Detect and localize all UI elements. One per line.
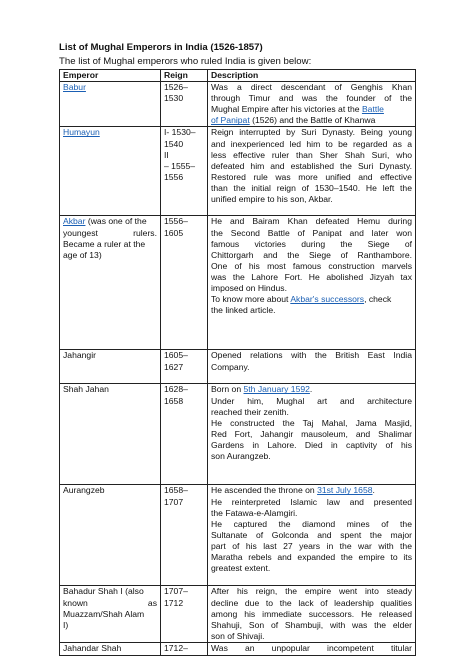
reign-line: 1605– [164,350,188,361]
column-header-reign: Reign [161,70,208,82]
emperor-cell [60,485,161,586]
reign-line: 1605 [164,227,184,238]
reign-line: 1530 [164,93,184,104]
description-cell [208,485,416,586]
emperor-cell [60,82,161,127]
description-text: He ascended the throne on [211,485,315,496]
description-line: One of his most famous construction marvels [211,260,412,271]
table-row [60,485,416,586]
reign-cell [161,82,208,127]
description-line: famous victories during the Siege of [211,238,412,249]
reign-cell [161,216,208,350]
description-line: He captured the diamond mines of the [211,518,412,529]
description-line: After his reign, the empire went into steady [211,586,412,597]
reign-line: 1628– [164,384,188,395]
emperor-cell [60,350,161,384]
description-line: defeated him and established the Suri Dynasty. [211,160,412,171]
reign-line: – 1555– [164,160,196,171]
emperor-line [63,598,157,609]
document-title: List of Mughal Emperors in India (1526-1857) [59,42,263,53]
reign-line: 1712– [164,643,188,654]
battle-of-panipat-link-cont[interactable]: of Panipat [211,115,250,126]
emperor-line: Shah Jahan [63,384,109,395]
reign-line: 1627 [164,361,184,372]
reign-line: I- 1530– [164,127,196,138]
reign-cell [161,485,208,586]
description-line: decline due to the lack of leadership qualities [211,597,412,608]
emperor-link-humayun[interactable]: Humayun [63,127,100,138]
description-line: Chittorgarh and the Siege of Ranthambore. [211,249,412,260]
akbars-successors-link[interactable]: Akbar's successors [290,294,365,305]
description-line: through Timur and was the founder of the [211,93,412,104]
description-line: Under him, Mughal art and architecture [211,395,412,406]
description-line: part of his last 27 years in the war with the [211,540,412,551]
description-line: the Second Battle of Panipat and later won [211,227,412,238]
description-line [211,115,412,126]
emperor-cell [60,216,161,350]
birth-date-link[interactable]: 5th January 1592 [243,384,310,395]
description-line [211,294,412,305]
emperor-line: Bahadur Shah I (also [63,586,144,597]
emperor-note: (was one of the [85,216,147,227]
intro-text: The list of Mughal emperors who ruled India is given below: [59,56,312,67]
emperor-link-akbar[interactable]: Akbar [63,216,86,227]
description-cell [208,586,416,643]
table-row [60,643,416,656]
emperor-link-babur[interactable]: Babur [63,82,86,93]
description-cell [208,643,416,656]
reign-cell [161,350,208,384]
description-line: Red Fort, Jahangir mausoleum, and Shalimar [211,428,412,439]
description-line [211,485,412,496]
column-header-emperor: Emperor [60,70,161,82]
description-line: Opened relations with the British East India [211,350,412,361]
description-text: . [372,485,375,496]
reign-line: II [164,149,169,160]
reign-line: 1707– [164,586,188,597]
description-cell [208,127,416,216]
description-line: reached their zenith. [211,406,289,417]
emperor-text: known [63,597,88,608]
description-text: . [309,384,313,395]
reign-line: 1707 [164,496,184,507]
description-line: and inexperienced led him to be regarded as a [211,138,412,149]
emperor-line: I) [63,619,69,630]
description-line [211,384,412,395]
table-row [60,384,416,485]
reign-cell [161,127,208,216]
description-line: Gardens in Lahore. Died in captivity of his [211,439,412,450]
description-line: Sultanate of Golconda and spent the major [211,529,412,540]
description-line: was the Lahore Fort. He abolished Jizyah tax [211,271,412,282]
table-row [60,127,416,216]
description-line [211,104,412,115]
description-line: Maratha rebels and expanded the empire to its [211,552,412,563]
description-text: To know more about [211,294,289,305]
mughal-emperors-table [59,69,416,656]
description-cell [208,384,416,485]
description-line: He and Bairam Khan defeated Hemu during [211,216,412,227]
description-text: , check [364,294,392,305]
table-row [60,216,416,350]
emperor-text: as [147,597,157,608]
description-line: Restored rule was more unified and effective [211,171,412,182]
description-line: son of Shivaji. [211,630,265,641]
reign-line: 1658– [164,485,188,496]
emperor-cell [60,127,161,216]
emperor-cell [60,586,161,643]
emperor-line: Jahandar Shah [63,643,122,654]
description-line: less effective ruler than Sher Shah Suri, who [211,149,412,160]
emperor-line: Became a ruler at the [63,238,146,249]
ascension-date-link[interactable]: 31st July 1658 [317,485,373,496]
table-row [60,350,416,384]
reign-line: 1712 [164,597,184,608]
description-line: He reinterpreted Islamic law and presented [211,496,412,507]
description-cell [208,216,416,350]
reign-line: 1658 [164,395,184,406]
battle-of-panipat-link[interactable]: Battle [361,104,384,115]
reign-cell [161,586,208,643]
description-line: Shahuji, Son of Shambuji, with was the elder [211,619,412,630]
emperor-line: Aurangzeb [63,485,105,496]
table-header-row [60,70,416,82]
emperor-cell [60,384,161,485]
emperor-line: Muazzam/Shah Alam [63,608,145,619]
table-row [60,82,416,127]
description-line: son Aurangzeb. [211,451,271,462]
emperor-line: youngest rulers. [63,227,157,238]
description-line: Company. [211,361,250,372]
description-line: unified empire to his son, Akbar. [211,194,333,205]
description-line: the linked article. [211,305,276,316]
column-header-description: Description [208,70,416,82]
description-cell [208,350,416,384]
description-cell [208,82,416,127]
description-line: He constructed the Taj Mahal, Jama Masjid, [211,417,412,428]
description-line: greatest extent. [211,563,271,574]
reign-cell [161,384,208,485]
description-line: than the initial reign of 1530–1540. He left the [211,182,412,193]
description-line: the Fatawa-e-Alamgiri. [211,507,298,518]
emperor-cell [60,643,161,656]
table-row [60,586,416,643]
reign-line: 1556 [164,171,184,182]
emperor-line: Jahangir [63,350,96,361]
emperor-line: age of 13) [63,249,102,260]
reign-cell [161,643,208,656]
description-line: imposed on Hindus. [211,283,287,294]
description-text: (1526) and the Battle of Khanwa [252,115,376,126]
reign-line: 1556– [164,216,188,227]
reign-line: 1526– [164,82,188,93]
description-line: Was an unpopular incompetent titular [211,643,412,654]
description-text: Mughal Empire after his victories at the [211,104,360,115]
description-line: Reign interrupted by Suri Dynasty. Being young [211,127,412,138]
emperor-line [63,216,157,227]
description-text: Born on [211,384,242,395]
description-line: among his immediate successors. He released [211,608,412,619]
reign-line: 1540 [164,138,184,149]
description-line: Was a direct descendant of Genghis Khan [211,82,412,93]
